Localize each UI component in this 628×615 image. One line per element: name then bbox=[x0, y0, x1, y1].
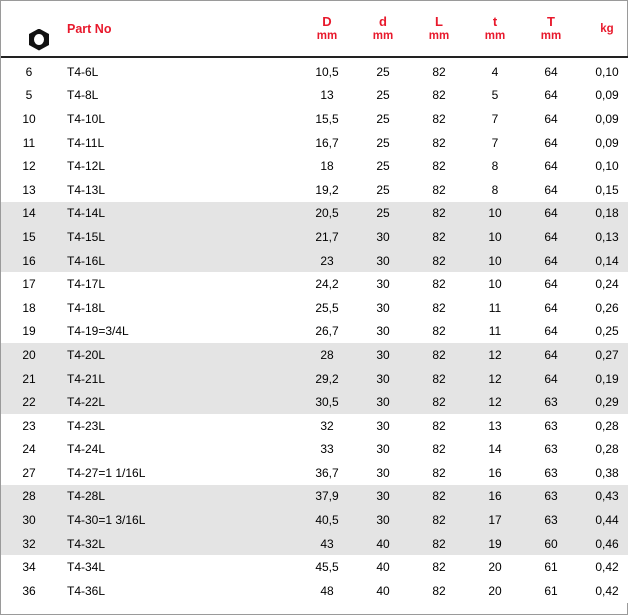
cell-L: 82 bbox=[411, 532, 467, 556]
cell-part: T4-36L bbox=[57, 579, 299, 603]
cell-kg: 0,43 bbox=[579, 485, 628, 509]
cell-d: 40 bbox=[355, 579, 411, 603]
cell-no: 23 bbox=[1, 414, 57, 438]
cell-part: T4-15L bbox=[57, 225, 299, 249]
table-row bbox=[1, 320, 628, 344]
column-unit-kg: kg bbox=[600, 22, 614, 35]
cell-kg: 0,28 bbox=[579, 414, 628, 438]
cell-no: 10 bbox=[1, 107, 57, 131]
column-header-part-no: Part No bbox=[57, 1, 299, 57]
cell-kg: 0,25 bbox=[579, 320, 628, 344]
column-header-d bbox=[355, 1, 411, 57]
cell-d: 30 bbox=[355, 343, 411, 367]
cell-L: 82 bbox=[411, 414, 467, 438]
cell-kg: 0,19 bbox=[579, 367, 628, 391]
cell-d: 30 bbox=[355, 438, 411, 462]
cell-T: 64 bbox=[523, 131, 579, 155]
column-symbol-L: L bbox=[435, 14, 443, 29]
part-spec-table bbox=[1, 1, 628, 603]
cell-d: 30 bbox=[355, 367, 411, 391]
column-symbol-d: d bbox=[379, 14, 387, 29]
cell-D: 21,7 bbox=[299, 225, 355, 249]
cell-d: 30 bbox=[355, 249, 411, 273]
column-unit-t: mm bbox=[484, 30, 506, 42]
cell-L: 82 bbox=[411, 508, 467, 532]
cell-kg: 0,09 bbox=[579, 107, 628, 131]
cell-T: 64 bbox=[523, 225, 579, 249]
cell-t: 5 bbox=[467, 84, 523, 108]
cell-part: T4-11L bbox=[57, 131, 299, 155]
cell-L: 82 bbox=[411, 131, 467, 155]
cell-d: 40 bbox=[355, 555, 411, 579]
cell-d: 25 bbox=[355, 131, 411, 155]
cell-d: 25 bbox=[355, 57, 411, 84]
cell-D: 36,7 bbox=[299, 461, 355, 485]
cell-no: 30 bbox=[1, 508, 57, 532]
cell-T: 64 bbox=[523, 320, 579, 344]
cell-d: 25 bbox=[355, 84, 411, 108]
cell-T: 63 bbox=[523, 414, 579, 438]
column-symbol-t: t bbox=[492, 14, 498, 29]
cell-t: 10 bbox=[467, 249, 523, 273]
cell-d: 30 bbox=[355, 320, 411, 344]
cell-T: 64 bbox=[523, 272, 579, 296]
table-row bbox=[1, 508, 628, 532]
cell-d: 25 bbox=[355, 154, 411, 178]
table-row bbox=[1, 225, 628, 249]
cell-D: 10,5 bbox=[299, 57, 355, 84]
cell-part: T4-16L bbox=[57, 249, 299, 273]
cell-no: 6 bbox=[1, 57, 57, 84]
cell-kg: 0,15 bbox=[579, 178, 628, 202]
cell-d: 30 bbox=[355, 296, 411, 320]
cell-d: 25 bbox=[355, 107, 411, 131]
cell-D: 23 bbox=[299, 249, 355, 273]
cell-T: 63 bbox=[523, 390, 579, 414]
cell-part: T4-27=1 1/16L bbox=[57, 461, 299, 485]
table-row bbox=[1, 107, 628, 131]
cell-L: 82 bbox=[411, 84, 467, 108]
cell-kg: 0,44 bbox=[579, 508, 628, 532]
cell-t: 10 bbox=[467, 272, 523, 296]
cell-T: 61 bbox=[523, 555, 579, 579]
table-row bbox=[1, 178, 628, 202]
cell-L: 82 bbox=[411, 178, 467, 202]
cell-L: 82 bbox=[411, 485, 467, 509]
cell-no: 15 bbox=[1, 225, 57, 249]
cell-no: 14 bbox=[1, 202, 57, 226]
cell-D: 45,5 bbox=[299, 555, 355, 579]
cell-T: 64 bbox=[523, 107, 579, 131]
cell-L: 82 bbox=[411, 296, 467, 320]
cell-no: 32 bbox=[1, 532, 57, 556]
table-row bbox=[1, 272, 628, 296]
cell-part: T4-24L bbox=[57, 438, 299, 462]
cell-L: 82 bbox=[411, 461, 467, 485]
cell-L: 82 bbox=[411, 555, 467, 579]
cell-part: T4-10L bbox=[57, 107, 299, 131]
cell-no: 16 bbox=[1, 249, 57, 273]
cell-d: 30 bbox=[355, 508, 411, 532]
cell-kg: 0,09 bbox=[579, 131, 628, 155]
cell-D: 19,2 bbox=[299, 178, 355, 202]
cell-D: 40,5 bbox=[299, 508, 355, 532]
cell-d: 30 bbox=[355, 272, 411, 296]
table-row bbox=[1, 532, 628, 556]
table-row bbox=[1, 485, 628, 509]
cell-d: 30 bbox=[355, 390, 411, 414]
cell-L: 82 bbox=[411, 438, 467, 462]
cell-no: 22 bbox=[1, 390, 57, 414]
cell-no: 34 bbox=[1, 555, 57, 579]
column-unit-d: mm bbox=[372, 30, 394, 42]
cell-T: 64 bbox=[523, 367, 579, 391]
cell-kg: 0,14 bbox=[579, 249, 628, 273]
cell-d: 25 bbox=[355, 178, 411, 202]
cell-L: 82 bbox=[411, 367, 467, 391]
cell-L: 82 bbox=[411, 343, 467, 367]
cell-t: 7 bbox=[467, 107, 523, 131]
table-row bbox=[1, 84, 628, 108]
column-unit-D: mm bbox=[316, 30, 338, 42]
cell-D: 28 bbox=[299, 343, 355, 367]
cell-D: 48 bbox=[299, 579, 355, 603]
cell-part: T4-13L bbox=[57, 178, 299, 202]
cell-T: 63 bbox=[523, 438, 579, 462]
table-row bbox=[1, 414, 628, 438]
cell-L: 82 bbox=[411, 154, 467, 178]
cell-t: 4 bbox=[467, 57, 523, 84]
cell-L: 82 bbox=[411, 249, 467, 273]
cell-T: 61 bbox=[523, 579, 579, 603]
table-row bbox=[1, 390, 628, 414]
cell-t: 12 bbox=[467, 390, 523, 414]
cell-no: 5 bbox=[1, 84, 57, 108]
cell-T: 63 bbox=[523, 508, 579, 532]
cell-part: T4-23L bbox=[57, 414, 299, 438]
cell-T: 64 bbox=[523, 249, 579, 273]
cell-D: 43 bbox=[299, 532, 355, 556]
cell-d: 30 bbox=[355, 461, 411, 485]
table-row bbox=[1, 579, 628, 603]
cell-t: 11 bbox=[467, 320, 523, 344]
cell-d: 40 bbox=[355, 532, 411, 556]
cell-part: T4-8L bbox=[57, 84, 299, 108]
cell-T: 64 bbox=[523, 178, 579, 202]
cell-kg: 0,09 bbox=[579, 84, 628, 108]
cell-no: 20 bbox=[1, 343, 57, 367]
cell-D: 15,5 bbox=[299, 107, 355, 131]
cell-T: 64 bbox=[523, 202, 579, 226]
cell-T: 63 bbox=[523, 485, 579, 509]
cell-d: 25 bbox=[355, 202, 411, 226]
table-row bbox=[1, 461, 628, 485]
cell-part: T4-22L bbox=[57, 390, 299, 414]
cell-D: 25,5 bbox=[299, 296, 355, 320]
cell-t: 19 bbox=[467, 532, 523, 556]
cell-no: 28 bbox=[1, 485, 57, 509]
cell-t: 17 bbox=[467, 508, 523, 532]
cell-T: 64 bbox=[523, 296, 579, 320]
cell-T: 64 bbox=[523, 154, 579, 178]
cell-t: 20 bbox=[467, 579, 523, 603]
cell-kg: 0,42 bbox=[579, 579, 628, 603]
cell-T: 63 bbox=[523, 461, 579, 485]
cell-L: 82 bbox=[411, 57, 467, 84]
cell-t: 10 bbox=[467, 202, 523, 226]
column-header-weight bbox=[579, 1, 628, 57]
cell-no: 27 bbox=[1, 461, 57, 485]
cell-part: T4-12L bbox=[57, 154, 299, 178]
cell-D: 26,7 bbox=[299, 320, 355, 344]
cell-t: 13 bbox=[467, 414, 523, 438]
table-row bbox=[1, 202, 628, 226]
cell-no: 36 bbox=[1, 579, 57, 603]
cell-D: 13 bbox=[299, 84, 355, 108]
table-row bbox=[1, 438, 628, 462]
column-header-D bbox=[299, 1, 355, 57]
cell-t: 12 bbox=[467, 367, 523, 391]
cell-T: 60 bbox=[523, 532, 579, 556]
cell-part: T4-17L bbox=[57, 272, 299, 296]
cell-t: 16 bbox=[467, 485, 523, 509]
cell-t: 8 bbox=[467, 178, 523, 202]
cell-part: T4-18L bbox=[57, 296, 299, 320]
cell-D: 30,5 bbox=[299, 390, 355, 414]
column-header-T bbox=[523, 1, 579, 57]
cell-L: 82 bbox=[411, 272, 467, 296]
table-row bbox=[1, 296, 628, 320]
cell-no: 12 bbox=[1, 154, 57, 178]
column-header-t bbox=[467, 1, 523, 57]
table-row bbox=[1, 367, 628, 391]
column-unit-L: mm bbox=[428, 30, 450, 42]
cell-part: T4-19=3/4L bbox=[57, 320, 299, 344]
cell-D: 29,2 bbox=[299, 367, 355, 391]
hex-nut-icon-inner bbox=[34, 34, 44, 45]
hex-nut-icon-cell bbox=[1, 1, 57, 57]
cell-D: 32 bbox=[299, 414, 355, 438]
cell-kg: 0,24 bbox=[579, 272, 628, 296]
cell-D: 20,5 bbox=[299, 202, 355, 226]
cell-kg: 0,28 bbox=[579, 438, 628, 462]
cell-L: 82 bbox=[411, 202, 467, 226]
column-header-L bbox=[411, 1, 467, 57]
cell-t: 7 bbox=[467, 131, 523, 155]
cell-part: T4-28L bbox=[57, 485, 299, 509]
cell-no: 21 bbox=[1, 367, 57, 391]
cell-kg: 0,10 bbox=[579, 57, 628, 84]
cell-t: 11 bbox=[467, 296, 523, 320]
cell-d: 30 bbox=[355, 414, 411, 438]
cell-no: 19 bbox=[1, 320, 57, 344]
table-body bbox=[1, 57, 628, 603]
cell-D: 24,2 bbox=[299, 272, 355, 296]
cell-kg: 0,29 bbox=[579, 390, 628, 414]
cell-kg: 0,38 bbox=[579, 461, 628, 485]
cell-part: T4-32L bbox=[57, 532, 299, 556]
cell-T: 64 bbox=[523, 57, 579, 84]
cell-L: 82 bbox=[411, 390, 467, 414]
cell-T: 64 bbox=[523, 343, 579, 367]
cell-t: 16 bbox=[467, 461, 523, 485]
cell-L: 82 bbox=[411, 579, 467, 603]
cell-no: 13 bbox=[1, 178, 57, 202]
header-row bbox=[1, 1, 628, 57]
table-header bbox=[1, 1, 628, 57]
cell-part: T4-14L bbox=[57, 202, 299, 226]
column-symbol-D: D bbox=[322, 14, 332, 29]
cell-d: 30 bbox=[355, 485, 411, 509]
cell-L: 82 bbox=[411, 107, 467, 131]
cell-kg: 0,26 bbox=[579, 296, 628, 320]
cell-no: 17 bbox=[1, 272, 57, 296]
cell-no: 24 bbox=[1, 438, 57, 462]
cell-part: T4-30=1 3/16L bbox=[57, 508, 299, 532]
cell-no: 11 bbox=[1, 131, 57, 155]
cell-L: 82 bbox=[411, 225, 467, 249]
cell-d: 30 bbox=[355, 225, 411, 249]
cell-part: T4-34L bbox=[57, 555, 299, 579]
cell-part: T4-20L bbox=[57, 343, 299, 367]
cell-part: T4-6L bbox=[57, 57, 299, 84]
cell-kg: 0,10 bbox=[579, 154, 628, 178]
cell-t: 12 bbox=[467, 343, 523, 367]
cell-no: 18 bbox=[1, 296, 57, 320]
table-row bbox=[1, 343, 628, 367]
table-row bbox=[1, 249, 628, 273]
cell-D: 16,7 bbox=[299, 131, 355, 155]
cell-D: 37,9 bbox=[299, 485, 355, 509]
cell-kg: 0,27 bbox=[579, 343, 628, 367]
cell-t: 20 bbox=[467, 555, 523, 579]
cell-kg: 0,13 bbox=[579, 225, 628, 249]
table-row bbox=[1, 57, 628, 84]
column-symbol-T: T bbox=[547, 14, 555, 29]
table-row bbox=[1, 555, 628, 579]
cell-D: 33 bbox=[299, 438, 355, 462]
cell-D: 18 bbox=[299, 154, 355, 178]
cell-T: 64 bbox=[523, 84, 579, 108]
column-unit-T: mm bbox=[540, 30, 562, 42]
cell-kg: 0,42 bbox=[579, 555, 628, 579]
cell-kg: 0,46 bbox=[579, 532, 628, 556]
cell-t: 14 bbox=[467, 438, 523, 462]
cell-part: T4-21L bbox=[57, 367, 299, 391]
cell-t: 10 bbox=[467, 225, 523, 249]
cell-t: 8 bbox=[467, 154, 523, 178]
table-row bbox=[1, 131, 628, 155]
cell-L: 82 bbox=[411, 320, 467, 344]
cell-kg: 0,18 bbox=[579, 202, 628, 226]
table-row bbox=[1, 154, 628, 178]
